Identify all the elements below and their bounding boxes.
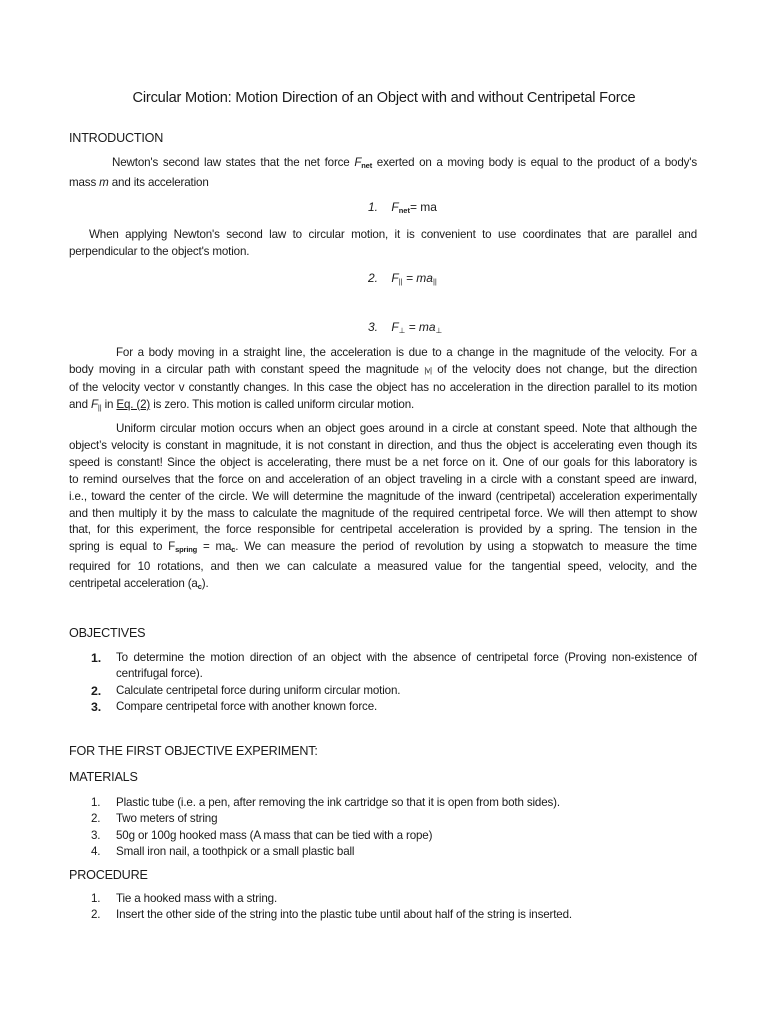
intro-paragraph-1 [69,155,697,192]
list-item: 1. To determine the motion direction of an object with the absence of centripetal force (Proving non-existence of centrifugal force). [91,651,697,681]
list-item: 3. Compare centripetal force with another known force. [91,699,378,714]
document-title: Circular Motion: Motion Direction of an Object with and without Centripetal Force [132,90,636,106]
intro-p4-line-10: centripetal acceleration $(a_c)$. [69,577,209,592]
objectives-heading: OBJECTIVES [69,626,146,640]
first-objective-heading: FOR THE FIRST OBJECTIVE EXPERIMENT: [69,744,318,758]
intro-p3-line-2: body moving in a circular path with constant speed the magnitude |v| of the velocity does not change, but the direction [69,362,698,376]
equation-3: 3. $F_\perp = ma_\perp$ [368,320,443,335]
intro-paragraph-4: Uniform circular motion occurs when an object goes around in a circle at constant speed. Note that although the object’s velocity is constant in magnitude, it is not constant in direction, and thus the object is accelerating even though its speed is constant! Since the object is accelerating, there must be a net force on it. One of our goals for this laboratory is to remind ourselves that the force on and acceleration of an object traveling in a circle with a constant speed are inward, i.e., toward the center of the circle. We will determine the magnitude of the inward (centripetal) acceleration experimentally and then multiply it by the mass to calculate the magnitude of the required centripetal force. We will then attempt to show that, for this experiment, the force responsible for centripetal acceleration is provided by a spring. The tension in the spring is equal to $F_{spring} = ma_c$. We can measure the period of revolution by using a stopwatch to measure the time required for 10 rotations, and then we can calculate a measured value for the tangential speed, velocity, and the centripetal acceleration $(a_c)$. [69,421,697,596]
materials-heading: MATERIALS [69,770,138,784]
list-item: 1. Plastic tube (i.e. a pen, after removing the ink cartridge so that it is open from both sides). [91,796,560,809]
intro-p3-line-4: and $F_{||}$ in Eq. (2) is zero. This motion is called uniform circular motion. [69,397,415,412]
intro-p1-line-2: mass m and its acceleration [69,175,209,189]
list-item: 3. 50g or 100g hooked mass (A mass that can be tied with a rope) [91,828,433,842]
procedure-list [69,891,697,924]
equation-2-link[interactable]: Eq. (2) [116,397,151,411]
intro-paragraph-3: For a body moving in a straight line, the acceleration is due to a change in the magnitude of the velocity. For a body moving in a circular path with constant speed the magnitude |v| of the velocity does not change, but the direction of the velocity vector v constantly changes. In this case the object has no acceleration in the direction parallel to its motion and $F_{||}$ in Eq. (2) is zero. This motion is called uniform circular motion. [69,345,697,417]
introduction-heading: INTRODUCTION [69,131,164,145]
equation-2: 2. $F_{||} = ma_{||}$ [368,271,437,286]
materials-list [69,795,697,860]
procedure-heading: PROCEDURE [69,868,148,882]
list-item: 2. Calculate centripetal force during uniform circular motion. [91,683,401,698]
intro-p1-line-1: Newton's second law states that the net force $F_{net}$ exerted on a moving body is equal to the product of a body's [112,156,698,170]
list-item: 2. Insert the other side of the string into the plastic tube until about half of the string is inserted. [91,908,572,922]
objectives-list [69,650,697,715]
list-item: 1. Tie a hooked mass with a string. [91,892,278,905]
list-item: 2. Two meters of string [91,812,218,826]
intro-paragraph-2: When applying Newton's second law to circular motion, it is convenient to use coordinates that are parallel and perpendicular to the object's motion. [69,228,697,258]
intro-p4-line-8: spring is equal to $F_{spring} = ma_c$. We can measure the period of revolution by using a stopwatch to measure the time [69,540,697,555]
list-item: 4. Small iron nail, a toothpick or a small plastic ball [91,844,355,858]
equation-1: 1. $F_{net}=$ ma [368,200,437,215]
